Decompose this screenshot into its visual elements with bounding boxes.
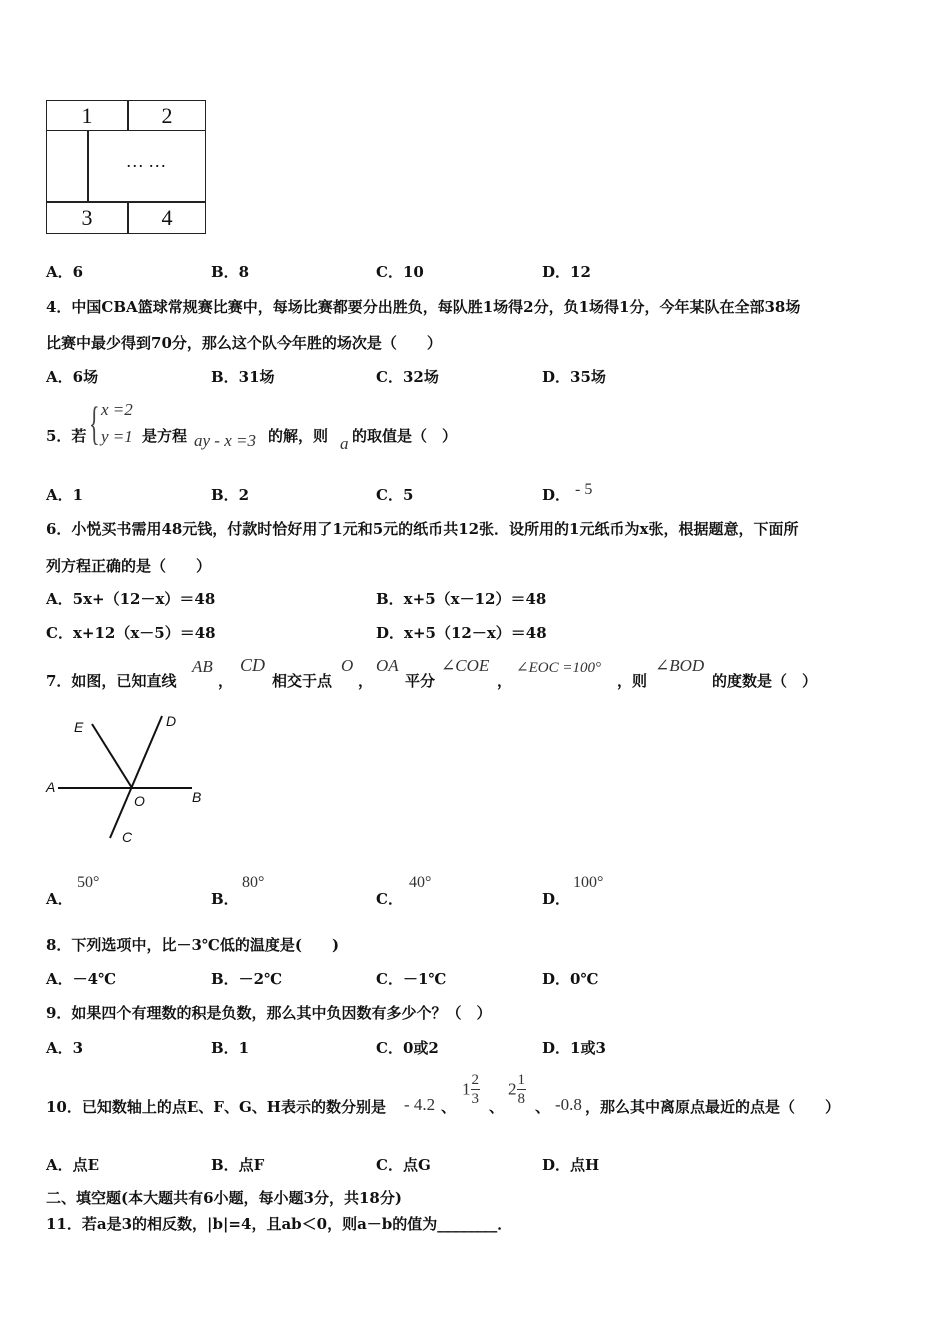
option-c: C．x+12（x－5）＝48 [46, 624, 216, 642]
option-b: B．8 [211, 263, 250, 281]
brace-symbol: { [89, 397, 100, 450]
mixed-whole: 2 [508, 1079, 517, 1099]
label-b: B [192, 789, 202, 805]
value-f [462, 1071, 480, 1108]
q8-text: 8．下列选项中，比－3℃低的温度是( ) [46, 936, 340, 954]
option-d: D． [542, 890, 571, 908]
option-c-value: 40° [409, 874, 432, 891]
option-c: C． [376, 890, 403, 908]
fraction [517, 1071, 527, 1108]
option-a-value: 50° [77, 874, 100, 891]
q10-suffix: ，那么其中离原点最近的点是（ ） [585, 1098, 841, 1116]
option-b: B．31场 [211, 368, 275, 386]
label-d: D [166, 713, 177, 729]
numerator: 2 [471, 1072, 479, 1088]
option-d: D． [542, 486, 571, 504]
q7-text: ，则 [617, 672, 648, 690]
q9-text: 9．如果四个有理数的积是负数，那么其中负因数有多少个？（ ） [46, 1004, 492, 1022]
line-cd: CD [240, 655, 266, 675]
q4-text-line1: 4．中国CBA篮球常规赛比赛中，每场比赛都要分出胜负，每队胜1场得2分，负1场得1分，今年某队在全部38场 [46, 298, 801, 316]
grid-cell: 2 [161, 103, 173, 128]
punct: ， [358, 672, 374, 690]
option-c: C．－1℃ [376, 970, 447, 988]
grid-cell: 3 [81, 205, 93, 230]
ray-oe-stroke [92, 724, 132, 788]
punct: ， [497, 672, 513, 690]
option-d-value: 100° [573, 874, 604, 891]
option-b: B．2 [211, 486, 250, 504]
q7-prefix: 7．如图，已知直线 [46, 672, 177, 690]
option-b: B．点F [211, 1156, 265, 1174]
option-d: D．x+5（12－x）＝48 [376, 624, 547, 642]
option-c: C．5 [376, 486, 414, 504]
label-o: O [134, 793, 145, 809]
denominator: 3 [471, 1091, 479, 1107]
q6-text-line2: 列方程正确的是（ ） [46, 557, 212, 575]
mixed-whole: 1 [462, 1079, 471, 1099]
q6-text-line1: 6．小悦买书需用48元钱，付款时恰好用了1元和5元的纸币共12张．设所用的1元纸币为x张，根据题意，下面所 [46, 520, 799, 538]
denominator: 8 [517, 1091, 525, 1107]
punct: 、 [535, 1098, 551, 1116]
label-a: A [46, 779, 56, 795]
ray-oa: OA [376, 656, 399, 675]
grid-cell-ellipsis: … … [125, 151, 167, 171]
q10-prefix: 10．已知数轴上的点E、F、G、H表示的数分别是 [46, 1098, 386, 1116]
option-b: B．x+5（x－12）＝48 [376, 590, 547, 608]
option-d: D．点H [542, 1156, 600, 1174]
q5-suffix: 的取值是（ ） [352, 427, 458, 445]
fraction [471, 1071, 481, 1108]
value-h: -0.8 [555, 1095, 582, 1114]
option-d-value: - 5 [575, 481, 593, 498]
line-cd-stroke [110, 716, 162, 838]
q5-text: 是方程 [142, 427, 188, 445]
value-g [508, 1071, 526, 1108]
q7-text: 相交于点 [272, 672, 333, 690]
option-a: A．5x+（12－x）＝48 [46, 590, 216, 608]
option-c: C．32场 [376, 368, 439, 386]
q7-lines-figure [40, 708, 220, 848]
option-b-value: 80° [242, 874, 265, 891]
q5-equation: ay - x =3 [194, 431, 256, 450]
system-eq-2: y =1 [101, 427, 133, 446]
option-b: B．1 [211, 1039, 250, 1057]
option-b: B．－2℃ [211, 970, 283, 988]
grid-cell: 4 [161, 205, 173, 230]
label-c: C [122, 829, 133, 845]
punct: 、 [441, 1098, 457, 1116]
angle-coe: ∠COE [441, 656, 490, 675]
system-eq-1: x =2 [101, 400, 133, 419]
option-d: D．35场 [542, 368, 606, 386]
option-b: B． [211, 890, 239, 908]
option-c: C．0或2 [376, 1039, 439, 1057]
q5-text: 的解，则 [268, 427, 329, 445]
option-a: A．－4℃ [46, 970, 117, 988]
punct: ， [218, 672, 234, 690]
option-a: A．3 [46, 1039, 84, 1057]
label-e: E [74, 719, 84, 735]
option-a: A．6场 [46, 368, 99, 386]
option-a: A．1 [46, 486, 84, 504]
line-ab: AB [192, 657, 213, 676]
option-c: C．10 [376, 263, 424, 281]
q5-variable: a [340, 434, 349, 453]
numerator: 1 [517, 1072, 525, 1088]
section-heading: 二、填空题(本大题共有6小题，每小题3分，共18分) [46, 1189, 402, 1207]
q4-text-line2: 比赛中最少得到70分，那么这个队今年胜的场次是（ ） [46, 334, 442, 352]
q7-text: 平分 [405, 672, 436, 690]
option-a: A． [46, 890, 73, 908]
option-a: A．点E [46, 1156, 100, 1174]
grid-cell: 1 [81, 103, 93, 128]
angle-eoc: ∠EOC =100° [516, 660, 601, 676]
q5-prefix: 5．若 [46, 427, 87, 445]
q3-grid-figure [46, 100, 206, 234]
option-c: C．点G [376, 1156, 431, 1174]
option-a: A．6 [46, 263, 84, 281]
option-d: D．1或3 [542, 1039, 606, 1057]
q11-text: 11．若a是3的相反数，|b|=4，且ab＜0，则a－b的值为________． [46, 1215, 513, 1233]
q7-suffix: 的度数是（ ） [712, 672, 818, 690]
angle-bod: ∠BOD [655, 656, 705, 675]
value-e: - 4.2 [404, 1095, 436, 1114]
punct: 、 [489, 1098, 505, 1116]
option-d: D．0℃ [542, 970, 599, 988]
grid-divider [47, 201, 205, 203]
option-d: D．12 [542, 263, 591, 281]
point-o: O [341, 656, 354, 675]
